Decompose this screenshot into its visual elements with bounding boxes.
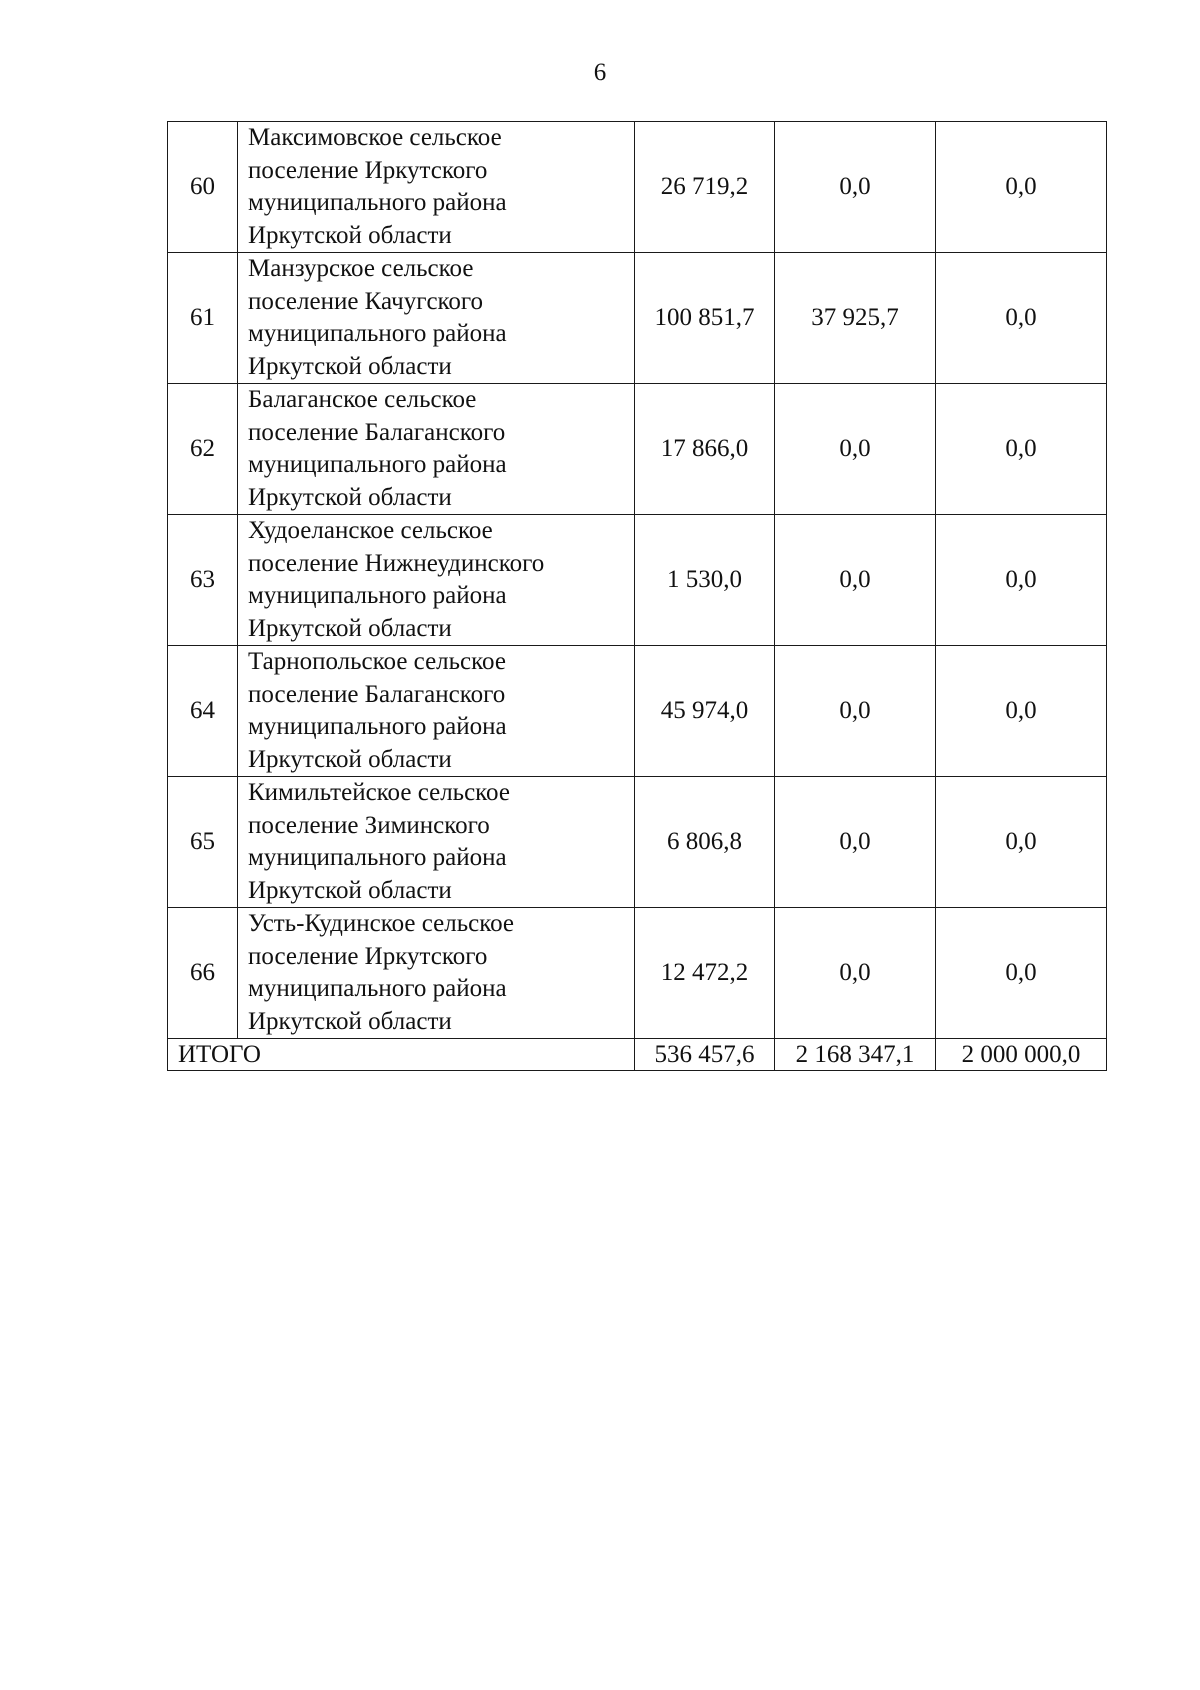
name-line: поселение Балаганского (248, 680, 506, 708)
row-number: 61 (168, 253, 238, 384)
name-line: Усть-Кудинское сельское (248, 910, 515, 937)
page-number: 6 (593, 59, 607, 86)
total-label: ИТОГО (168, 1039, 635, 1071)
value-col-2: 0,0 (775, 646, 936, 777)
name-line: поселение Балаганского (248, 418, 506, 446)
name-line: Иркутской области (248, 614, 452, 642)
name-line: Худоеланское сельское (248, 517, 493, 544)
name-line: муниципального района (248, 844, 507, 871)
name-line: Тарнопольское сельское (248, 648, 506, 675)
municipality-name (238, 384, 635, 515)
municipality-name (238, 646, 635, 777)
value-col-2: 0,0 (775, 384, 936, 515)
value-col-3: 0,0 (936, 515, 1107, 646)
value-col-1: 45 974,0 (635, 646, 775, 777)
name-line: муниципального района (248, 582, 507, 609)
name-line: поселение Иркутского (248, 942, 488, 970)
name-line: Иркутской области (248, 483, 452, 511)
value-col-1: 1 530,0 (635, 515, 775, 646)
name-line: муниципального района (248, 713, 507, 740)
table-row (168, 777, 1107, 908)
table-row (168, 122, 1107, 253)
name-line: муниципального района (248, 451, 507, 478)
total-value-col-2: 2 168 347,1 (775, 1039, 936, 1071)
value-col-3: 0,0 (936, 777, 1107, 908)
row-number: 62 (168, 384, 238, 515)
table-row (168, 515, 1107, 646)
row-number: 60 (168, 122, 238, 253)
name-line: муниципального района (248, 320, 507, 347)
name-line: поселение Качугского (248, 287, 484, 315)
value-col-1: 100 851,7 (635, 253, 775, 384)
row-number: 66 (168, 908, 238, 1039)
value-col-3: 0,0 (936, 122, 1107, 253)
name-line: Кимильтейское сельское (248, 779, 510, 806)
value-col-2: 0,0 (775, 908, 936, 1039)
table-row (168, 384, 1107, 515)
name-line: муниципального района (248, 975, 507, 1002)
value-col-3: 0,0 (936, 646, 1107, 777)
name-line: муниципального района (248, 189, 507, 216)
value-col-2: 0,0 (775, 777, 936, 908)
total-row (168, 1039, 1107, 1071)
name-line: Балаганское сельское (248, 386, 477, 413)
value-col-1: 12 472,2 (635, 908, 775, 1039)
name-line: поселение Зиминского (248, 811, 490, 839)
name-line: Иркутской области (248, 1007, 452, 1035)
value-col-1: 6 806,8 (635, 777, 775, 908)
value-col-1: 17 866,0 (635, 384, 775, 515)
name-line: поселение Нижнеудинского (248, 549, 545, 577)
table-row (168, 253, 1107, 384)
municipality-name (238, 515, 635, 646)
row-number: 64 (168, 646, 238, 777)
value-col-3: 0,0 (936, 908, 1107, 1039)
name-line: Иркутской области (248, 745, 452, 773)
value-col-2: 0,0 (775, 122, 936, 253)
name-line: поселение Иркутского (248, 156, 488, 184)
municipality-name (238, 122, 635, 253)
value-col-3: 0,0 (936, 253, 1107, 384)
table-row (168, 646, 1107, 777)
name-line: Манзурское сельское (248, 255, 474, 282)
row-number: 63 (168, 515, 238, 646)
total-value-col-1: 536 457,6 (635, 1039, 775, 1071)
table-body (168, 122, 1107, 1071)
row-number: 65 (168, 777, 238, 908)
allocation-table (167, 121, 1107, 1071)
municipality-name (238, 908, 635, 1039)
value-col-3: 0,0 (936, 384, 1107, 515)
name-line: Иркутской области (248, 352, 452, 380)
table-row (168, 908, 1107, 1039)
municipality-name (238, 253, 635, 384)
name-line: Максимовское сельское (248, 124, 502, 151)
value-col-1: 26 719,2 (635, 122, 775, 253)
value-col-2: 37 925,7 (775, 253, 936, 384)
value-col-2: 0,0 (775, 515, 936, 646)
municipality-name (238, 777, 635, 908)
total-value-col-3: 2 000 000,0 (936, 1039, 1107, 1071)
name-line: Иркутской области (248, 221, 452, 249)
name-line: Иркутской области (248, 876, 452, 904)
